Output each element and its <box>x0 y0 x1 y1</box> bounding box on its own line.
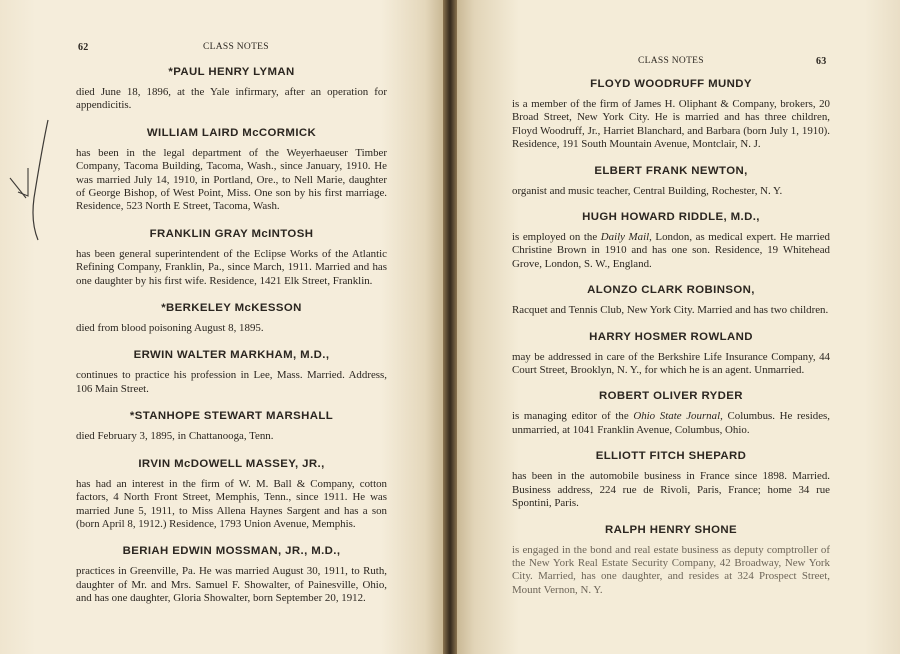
entry-text: is engaged in the bond and real estate business as deputy comptroller of the New York Real Estate Security Company, 42 Broadway, New York City. Married, has one daughter, and resides at 324 Prospect Street, Mount Vernon, N. Y. <box>512 543 830 596</box>
class-note-entry <box>76 127 387 214</box>
class-note-entry <box>76 66 387 113</box>
class-note-entry <box>76 458 387 532</box>
entry-text: is a member of the firm of James H. Oliphant & Company, brokers, 20 Broad Street, New York City. He is married and has three children, Floyd Woodruff, Jr., Harriet Blanchard, and Barbara (born July 1, 1910). Residence, 191 South Mountain Avenue, Montclair, N. J. <box>512 98 830 151</box>
entry-name: HARRY HOSMER ROWLAND <box>589 330 753 343</box>
entry-text: has been in the legal department of the Weyerhaeuser Timber Company, Tacoma Building, Tacoma, Wash., since January, 1910. He was married July 14, 1910, in Portland, Ore., to Nell Marie, daughter of George Bishop, of West Point, Miss. One son by his first marriage. Residence, 523 North E Street, Tacoma, Wash. <box>76 146 387 213</box>
class-note-entry <box>512 450 830 510</box>
running-title: CLASS NOTES <box>638 56 704 66</box>
entry-text: died from blood poisoning August 8, 1895. <box>76 322 264 335</box>
entry-text: died February 3, 1895, in Chattanooga, Tenn. <box>76 430 274 443</box>
running-title: CLASS NOTES <box>203 42 269 52</box>
entry-text <box>512 410 830 437</box>
entry-name: *BERKELEY McKESSON <box>161 302 302 315</box>
entry-text: practices in Greenville, Pa. He was married August 30, 1911, to Ruth, daughter of Mr. and Mrs. Samuel F. Showalter, of Painesville, Ohio, and has one daughter, Gloria Showalter, born September 20, 1912. <box>76 565 387 605</box>
book-gutter <box>443 0 457 654</box>
entry-text <box>512 231 830 271</box>
entry-name: ELLIOTT FITCH SHEPARD <box>595 450 747 463</box>
entry-text-part: is managing editor of the <box>512 410 634 423</box>
class-note-entry <box>512 331 830 378</box>
entry-text: has been general superintendent of the Eclipse Works of the Atlantic Refining Company, Franklin, Pa., since March, 1911. Married and has one daughter by his first wife. Residence, 1421 Elk Street, Franklin. <box>76 247 387 287</box>
entry-name: *PAUL HENRY LYMAN <box>168 66 295 78</box>
entry-name: *STANHOPE STEWART MARSHALL <box>129 410 334 423</box>
class-note-entry <box>512 284 830 317</box>
entry-name: FLOYD WOODRUFF MUNDY <box>590 78 752 90</box>
class-note-entry <box>512 165 830 198</box>
entry-name: BERIAH EDWIN MOSSMAN, JR., M.D., <box>122 545 341 558</box>
entry-name: RALPH HENRY SHONE <box>604 523 738 536</box>
entry-text: may be addressed in care of the Berkshire Life Insurance Company, 44 Court Street, Brooklyn, N. Y., for which he is an agent. Unmarried. <box>512 350 830 377</box>
page-number: 63 <box>816 56 827 67</box>
entry-name: ALONZO CLARK ROBINSON, <box>587 284 755 297</box>
right-page <box>457 0 900 654</box>
pencil-mark-icon <box>8 118 68 248</box>
entry-text-part: , London, as medical expert. He married Christine Brown in 1910 and has one son. Residence, 19 Whitehead Grove, London, S. W., England. <box>512 231 831 270</box>
class-note-entry <box>76 228 387 288</box>
entry-name: WILLIAM LAIRD McCORMICK <box>146 126 317 139</box>
entry-name: ROBERT OLIVER RYDER <box>599 390 743 403</box>
class-note-entry <box>512 211 830 271</box>
entry-text: organist and music teacher, Central Building, Rochester, N. Y. <box>512 184 783 197</box>
entry-name: ELBERT FRANK NEWTON, <box>594 164 748 177</box>
entry-text: has been in the automobile business in France since 1898. Married. Business address, 224 rue de Rivoli, Paris, France; home 34 rue Spontini, Paris. <box>512 470 830 510</box>
class-note-entry <box>76 302 387 335</box>
publication-title: Daily Mail <box>600 231 650 244</box>
left-page <box>0 0 443 654</box>
left-page-content <box>76 66 387 620</box>
entry-text: died June 18, 1896, at the Yale infirmary, after an operation for appendicitis. <box>76 86 387 112</box>
right-page-content <box>512 78 830 610</box>
class-note-entry <box>76 410 387 443</box>
entry-name: ERWIN WALTER MARKHAM, M.D., <box>133 349 330 362</box>
class-note-entry <box>512 390 830 437</box>
entry-text-part: is employed on the <box>512 231 601 244</box>
entry-name: HUGH HOWARD RIDDLE, M.D., <box>582 211 760 224</box>
class-note-entry <box>512 78 830 152</box>
entry-text: has had an interest in the firm of W. M. Ball & Company, cotton factors, 4 North Front Street, Memphis, Tenn., since 1911. He was married June 5, 1911, to Miss Allena Haynes Sargent and has a son (born April 8, 1912.) Residence, 1793 Union Avenue, Memphis. <box>76 477 387 530</box>
class-note-entry <box>512 524 830 598</box>
entry-text: Racquet and Tennis Club, New York City. Married and has two children. <box>512 304 829 317</box>
entry-text: continues to practice his profession in Lee, Mass. Married. Address, 106 Main Street. <box>76 369 387 395</box>
page-number: 62 <box>78 42 89 53</box>
entry-name: IRVIN McDOWELL MASSEY, JR., <box>138 457 325 470</box>
publication-title: Ohio State Journal <box>633 410 721 423</box>
class-note-entry <box>76 545 387 605</box>
entry-name: FRANKLIN GRAY McINTOSH <box>149 227 314 240</box>
entry-text-part: , Columbus. He resides, unmarried, at 1041 Franklin Avenue, Columbus, Ohio. <box>512 410 830 436</box>
class-note-entry <box>76 349 387 396</box>
